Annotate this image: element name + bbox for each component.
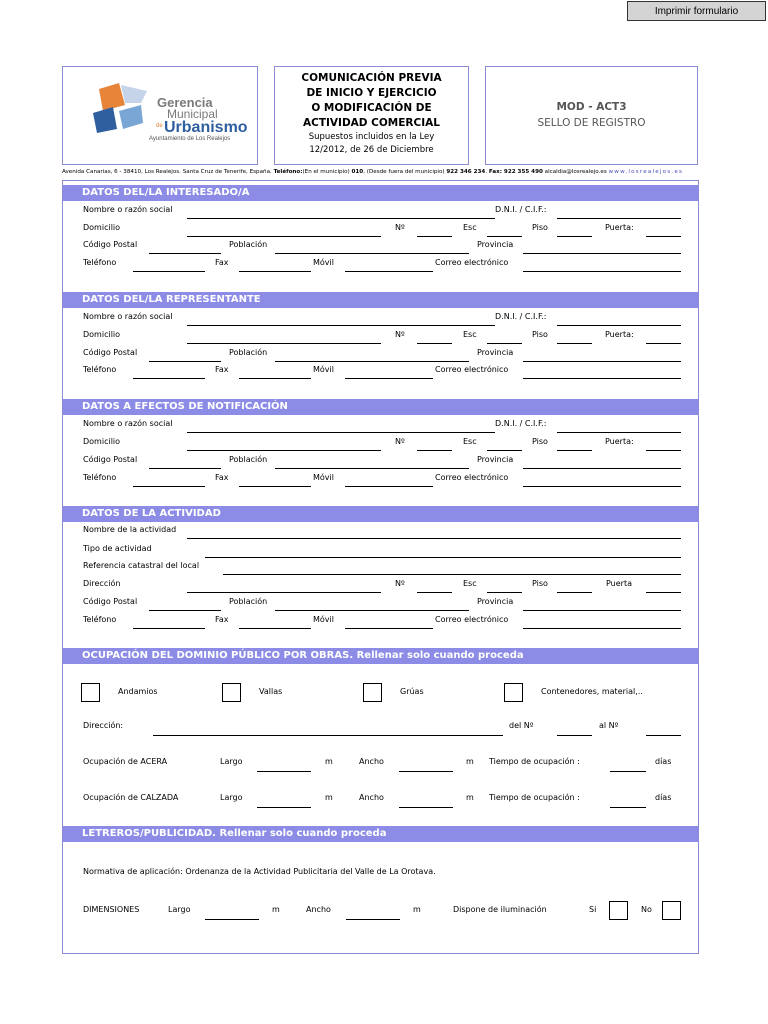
form-title-line: ACTIVIDAD COMERCIAL — [303, 117, 440, 129]
label-fax: Fax — [215, 473, 229, 482]
input-esc-notificacion[interactable] — [487, 450, 522, 451]
input-al-numero[interactable] — [646, 735, 681, 736]
input-fax-notificacion[interactable] — [239, 486, 311, 487]
label-largo: Largo — [220, 757, 243, 766]
input-correo-notificacion[interactable] — [523, 486, 681, 487]
label-codigo-postal: Código Postal — [83, 455, 138, 464]
label-andamios: Andamios — [118, 687, 158, 696]
model-code: MOD - ACT3 — [556, 101, 627, 113]
logo-shape-blue — [93, 107, 117, 133]
label-piso: Piso — [532, 223, 548, 232]
section-header-ocupacion: OCUPACIÓN DEL DOMINIO PÚBLICO POR OBRAS. Rellenar solo cuando proceda — [63, 648, 698, 664]
label-domicilio: Domicilio — [83, 223, 121, 232]
logo-text-de: de — [156, 123, 163, 129]
input-nombre-interesado[interactable] — [187, 218, 495, 219]
input-puerta-interesado[interactable] — [646, 236, 681, 237]
input-correo-representante[interactable] — [523, 378, 681, 379]
label-fax: Fax — [215, 615, 229, 624]
label-tiempo-ocupacion: Tiempo de ocupación : — [489, 793, 580, 802]
label-poblacion: Población — [229, 348, 268, 357]
label-dni: D.N.I. / C.I.F.: — [495, 312, 547, 321]
input-movil-actividad[interactable] — [345, 628, 433, 629]
input-nombre-notificacion[interactable] — [187, 432, 495, 433]
label-direccion-ocupacion: Dirección: — [83, 721, 124, 730]
input-telefono-interesado[interactable] — [133, 271, 205, 272]
input-poblacion-representante[interactable] — [275, 361, 469, 362]
label-numero: Nº — [395, 330, 405, 339]
input-puerta-representante[interactable] — [646, 343, 681, 344]
label-ocupacion-acera: Ocupación de ACERA — [83, 757, 168, 766]
label-correo: Correo electrónico — [435, 365, 509, 374]
form-title-line: O MODIFICACIÓN DE — [311, 102, 432, 114]
label-numero: Nº — [395, 223, 405, 232]
title-box — [274, 66, 469, 165]
input-domicilio-representante[interactable] — [187, 343, 381, 344]
label-ocupacion-calzada: Ocupación de CALZADA — [83, 793, 179, 802]
label-metros: m — [466, 793, 474, 802]
label-puerta: Puerta: — [605, 330, 634, 339]
checkbox-iluminacion-si[interactable] — [609, 901, 628, 920]
logo-text-ayuntamiento: Ayuntamiento de Los Realejos — [149, 136, 231, 142]
input-esc-interesado[interactable] — [487, 236, 522, 237]
input-esc-actividad[interactable] — [487, 592, 522, 593]
label-dias: días — [655, 793, 672, 802]
label-metros: m — [413, 905, 421, 914]
label-puerta: Puerta — [606, 579, 633, 588]
form-title-line: DE INICIO Y EJERCICIO — [306, 87, 437, 99]
input-movil-interesado[interactable] — [345, 271, 433, 272]
label-nombre: Nombre o razón social — [83, 419, 173, 428]
logo-shape-orange — [99, 83, 125, 111]
input-direccion-ocupacion[interactable] — [153, 735, 503, 736]
label-no: No — [641, 905, 652, 914]
input-dni-representante[interactable] — [557, 325, 681, 326]
label-domicilio: Domicilio — [83, 437, 121, 446]
label-si: Si — [589, 905, 597, 914]
input-tiempo-acera[interactable] — [610, 771, 646, 772]
label-metros: m — [466, 757, 474, 766]
input-puerta-notificacion[interactable] — [646, 450, 681, 451]
input-provincia-representante[interactable] — [523, 361, 681, 362]
input-numero-interesado[interactable] — [417, 236, 452, 237]
input-ancho-letrero[interactable] — [346, 919, 400, 920]
label-vallas: Vallas — [259, 687, 283, 696]
input-esc-representante[interactable] — [487, 343, 522, 344]
input-ancho-acera[interactable] — [399, 771, 453, 772]
website-link[interactable]: www.losrealejos.es — [608, 169, 684, 175]
section-header-interesado: DATOS DEL/LA INTERESADO/A — [63, 185, 698, 201]
input-numero-representante[interactable] — [417, 343, 452, 344]
label-gruas: Grúas — [400, 687, 424, 696]
label-ancho: Ancho — [359, 793, 384, 802]
label-largo: Largo — [168, 905, 191, 914]
label-direccion: Dirección — [83, 579, 121, 588]
form-subtitle-line: Supuestos incluidos en la Ley — [308, 132, 435, 142]
registry-stamp-label: SELLO DE REGISTRO — [537, 117, 646, 129]
input-provincia-notificacion[interactable] — [523, 468, 681, 469]
label-dias: días — [655, 757, 672, 766]
input-cp-actividad[interactable] — [149, 610, 221, 611]
label-piso: Piso — [532, 437, 548, 446]
label-movil: Móvil — [313, 365, 334, 374]
section-header-letreros: LETREROS/PUBLICIDAD. Rellenar solo cuando proceda — [63, 826, 698, 842]
label-ancho: Ancho — [359, 757, 384, 766]
logo-text-urbanismo: Urbanismo — [164, 119, 248, 136]
label-puerta: Puerta: — [605, 437, 634, 446]
input-cp-representante[interactable] — [149, 361, 221, 362]
label-dni: D.N.I. / C.I.F.: — [495, 205, 547, 214]
label-codigo-postal: Código Postal — [83, 597, 138, 606]
input-piso-notificacion[interactable] — [557, 450, 592, 451]
checkbox-contenedores[interactable] — [504, 683, 523, 702]
input-correo-actividad[interactable] — [523, 628, 681, 629]
label-esc: Esc — [463, 437, 477, 446]
label-correo: Correo electrónico — [435, 258, 509, 267]
label-tiempo-ocupacion: Tiempo de ocupación : — [489, 757, 580, 766]
input-ancho-calzada[interactable] — [399, 807, 453, 808]
checkbox-gruas[interactable] — [363, 683, 382, 702]
label-numero: Nº — [395, 437, 405, 446]
label-provincia: Provincia — [477, 597, 514, 606]
label-puerta: Puerta: — [605, 223, 634, 232]
label-codigo-postal: Código Postal — [83, 348, 138, 357]
input-largo-acera[interactable] — [257, 771, 311, 772]
input-cp-interesado[interactable] — [149, 253, 221, 254]
input-numero-actividad[interactable] — [417, 592, 452, 593]
input-poblacion-notificacion[interactable] — [275, 468, 469, 469]
label-dni: D.N.I. / C.I.F.: — [495, 419, 547, 428]
section-header-representante: DATOS DEL/LA REPRESENTANTE — [63, 292, 698, 308]
label-nombre: Nombre o razón social — [83, 205, 173, 214]
label-piso: Piso — [532, 330, 548, 339]
input-correo-interesado[interactable] — [523, 271, 681, 272]
input-dni-interesado[interactable] — [557, 218, 681, 219]
label-movil: Móvil — [313, 473, 334, 482]
checkbox-iluminacion-no[interactable] — [662, 901, 681, 920]
label-movil: Móvil — [313, 615, 334, 624]
input-piso-interesado[interactable] — [557, 236, 592, 237]
print-form-button[interactable]: Imprimir formulario — [627, 1, 766, 21]
label-provincia: Provincia — [477, 455, 514, 464]
label-esc: Esc — [463, 330, 477, 339]
form-subtitle-line: 12/2012, de 26 de Diciembre — [309, 145, 434, 155]
form-title-line: COMUNICACIÓN PREVIA — [301, 72, 442, 84]
label-esc: Esc — [463, 223, 477, 232]
label-codigo-postal: Código Postal — [83, 240, 138, 249]
label-metros: m — [272, 905, 280, 914]
input-tipo-actividad[interactable] — [205, 557, 681, 558]
input-cp-notificacion[interactable] — [149, 468, 221, 469]
label-nombre: Nombre o razón social — [83, 312, 173, 321]
section-header-notificacion: DATOS A EFECTOS DE NOTIFICACIÓN — [63, 399, 698, 415]
input-numero-notificacion[interactable] — [417, 450, 452, 451]
input-piso-actividad[interactable] — [557, 592, 592, 593]
input-referencia-catastral[interactable] — [223, 574, 681, 575]
checkbox-andamios[interactable] — [81, 683, 100, 702]
input-largo-calzada[interactable] — [257, 807, 311, 808]
input-fax-actividad[interactable] — [239, 628, 311, 629]
label-tipo-actividad: Tipo de actividad — [83, 544, 152, 553]
input-movil-notificacion[interactable] — [345, 486, 433, 487]
input-poblacion-interesado[interactable] — [275, 253, 469, 254]
input-piso-representante[interactable] — [557, 343, 592, 344]
label-numero: Nº — [395, 579, 405, 588]
input-domicilio-interesado[interactable] — [187, 236, 381, 237]
label-al-numero: al Nº — [599, 721, 619, 730]
label-domicilio: Domicilio — [83, 330, 121, 339]
input-puerta-actividad[interactable] — [646, 592, 681, 593]
label-largo: Largo — [220, 793, 243, 802]
input-telefono-representante[interactable] — [133, 378, 205, 379]
registry-stamp-box — [485, 66, 698, 165]
logo-text-municipal: Municipal — [167, 107, 218, 121]
logo-box — [62, 66, 258, 165]
section-header-actividad: DATOS DE LA ACTIVIDAD — [63, 506, 698, 522]
input-largo-letrero[interactable] — [205, 919, 259, 920]
label-correo: Correo electrónico — [435, 615, 509, 624]
label-fax: Fax — [215, 365, 229, 374]
input-provincia-interesado[interactable] — [523, 253, 681, 254]
input-tiempo-calzada[interactable] — [610, 807, 646, 808]
label-referencia-catastral: Referencia catastral del local — [83, 561, 200, 570]
label-metros: m — [325, 793, 333, 802]
input-provincia-actividad[interactable] — [523, 610, 681, 611]
label-contenedores: Contenedores, material,.. — [541, 687, 643, 696]
label-dimensiones: DIMENSIONES — [83, 905, 140, 914]
input-nombre-actividad[interactable] — [187, 538, 681, 539]
label-telefono: Teléfono — [83, 473, 117, 482]
label-correo: Correo electrónico — [435, 473, 509, 482]
logo-text-gerencia: Gerencia — [157, 95, 213, 110]
label-metros: m — [325, 757, 333, 766]
input-direccion-actividad[interactable] — [187, 592, 381, 593]
label-telefono: Teléfono — [83, 365, 117, 374]
input-poblacion-actividad[interactable] — [275, 610, 469, 611]
label-esc: Esc — [463, 579, 477, 588]
label-del-numero: del Nº — [509, 721, 534, 730]
label-telefono: Teléfono — [83, 258, 117, 267]
input-telefono-notificacion[interactable] — [133, 486, 205, 487]
logo-shape-lightblue — [119, 105, 143, 129]
main-form — [62, 180, 699, 954]
gerencia-logo — [63, 67, 259, 166]
label-provincia: Provincia — [477, 240, 514, 249]
checkbox-vallas[interactable] — [222, 683, 241, 702]
label-movil: Móvil — [313, 258, 334, 267]
input-domicilio-notificacion[interactable] — [187, 450, 381, 451]
input-nombre-representante[interactable] — [187, 325, 495, 326]
label-poblacion: Población — [229, 240, 268, 249]
label-piso: Piso — [532, 579, 548, 588]
input-fax-interesado[interactable] — [239, 271, 311, 272]
label-poblacion: Población — [229, 455, 268, 464]
input-fax-representante[interactable] — [239, 378, 311, 379]
contact-address: Avenida Canarias, 6 - 38410, Los Realejos. Santa Cruz de Tenerife, España. Teléfono:(En el municipio) 010, (Desde fuera del municipio) 922 346 234. Fax: 922 355 490 alcaldia@losrealejo.es www.losrealejos.es — [62, 169, 684, 175]
label-fax: Fax — [215, 258, 229, 267]
label-nombre-actividad: Nombre de la actividad — [83, 525, 177, 534]
logo-shape-pale — [121, 85, 147, 103]
input-dni-notificacion[interactable] — [557, 432, 681, 433]
label-iluminacion: Dispone de iluminación — [453, 905, 547, 914]
input-telefono-actividad[interactable] — [133, 628, 205, 629]
label-provincia: Provincia — [477, 348, 514, 357]
label-ancho: Ancho — [306, 905, 331, 914]
label-telefono: Teléfono — [83, 615, 117, 624]
input-movil-representante[interactable] — [345, 378, 433, 379]
normativa-text: Normativa de aplicación: Ordenanza de la Actividad Publicitaria del Valle de La Orotava. — [83, 867, 436, 876]
input-del-numero[interactable] — [557, 735, 592, 736]
label-poblacion: Población — [229, 597, 268, 606]
